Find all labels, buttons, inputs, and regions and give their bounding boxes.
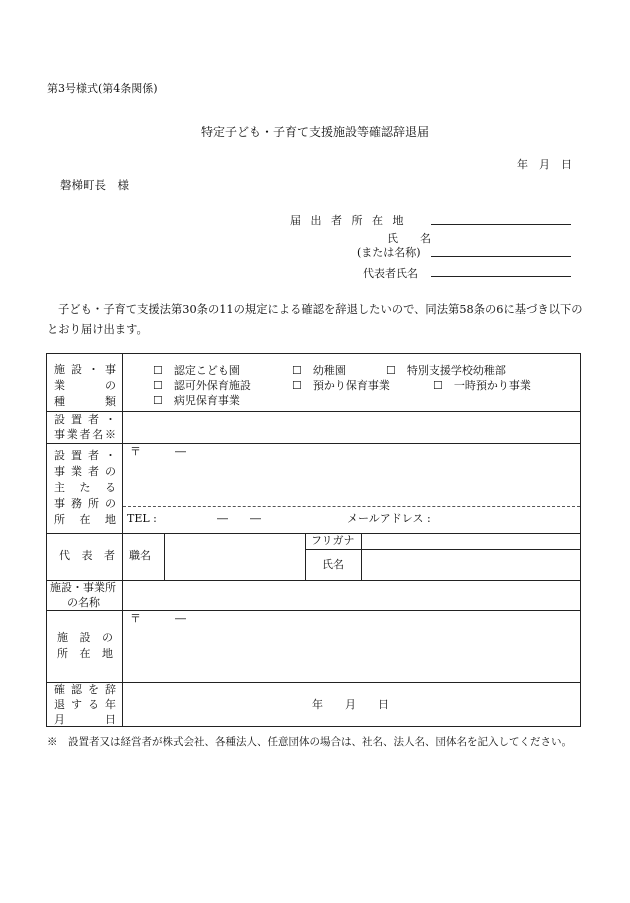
checkbox-icon[interactable]: ☐	[153, 379, 163, 392]
checkbox-sick-child-care[interactable]	[153, 393, 240, 409]
applicant-address-label: 届 出 者 所 在 地	[290, 214, 407, 227]
representative-name-field[interactable]	[365, 552, 577, 578]
withdraw-date-label-2: 退 す る 年	[54, 698, 116, 711]
option-label: 認定こども園	[173, 364, 240, 377]
office-label-3: 主 た る	[54, 481, 116, 494]
furigana-field[interactable]	[365, 534, 577, 548]
checkbox-kindergarten[interactable]	[292, 363, 346, 379]
applicant-name-sub-label: (または名称)	[357, 246, 421, 259]
document-title: 特定子ども・子育て支援施設等確認辞退届	[200, 125, 429, 139]
footnote: ※ 設置者又は経営者が株式会社、各種法人、任意団体の場合は、社名、法人名、団体名を記入してください。	[47, 736, 572, 748]
checkbox-certified-kodomoen[interactable]	[153, 363, 240, 379]
office-label-1: 設 置 者 ・	[54, 449, 116, 462]
tel-label: TEL :	[127, 512, 157, 525]
form-number: 第3号様式(第4条関係)	[47, 82, 158, 95]
job-title-field[interactable]	[169, 536, 301, 576]
submission-date: 年 月 日	[517, 158, 572, 171]
operator-name-label-2: 事業者名※	[54, 428, 116, 441]
postal-mark: 〒	[130, 445, 141, 458]
facility-type-label-2: 業 の	[54, 379, 116, 392]
withdraw-date-label-1: 確 認 を 辞	[54, 683, 116, 696]
checkbox-icon[interactable]: ☐	[292, 364, 302, 377]
application-table	[46, 353, 581, 727]
office-label-2: 事 業 者 の	[54, 465, 116, 478]
facility-address-label-2: 所 在 地	[57, 647, 113, 660]
option-label: 病児保育事業	[173, 394, 240, 407]
name-label: 氏名	[322, 558, 344, 571]
withdraw-date-label-3: 月 日	[54, 713, 116, 726]
email-label: メールアドレス :	[347, 512, 431, 525]
checkbox-unlicensed-nursery[interactable]	[153, 378, 251, 394]
checkbox-icon[interactable]: ☐	[292, 379, 302, 392]
facility-name-label-2: の名称	[67, 596, 100, 609]
applicant-name-line[interactable]	[431, 256, 571, 257]
applicant-address-line[interactable]	[431, 224, 571, 225]
option-label: 幼稚園	[312, 364, 346, 377]
checkbox-icon[interactable]: ☐	[153, 394, 163, 407]
checkbox-temporary-care[interactable]	[433, 378, 531, 394]
postal-code-field[interactable]: ―	[175, 445, 186, 458]
withdraw-date-field[interactable]: 年 月 日	[312, 698, 389, 711]
facility-type-label-3: 種 類	[54, 395, 116, 408]
office-label-4: 事 務 所 の	[54, 497, 116, 510]
checkbox-icon[interactable]: ☐	[386, 364, 396, 377]
operator-name-label-1: 設 置 者 ・	[54, 413, 116, 426]
facility-postal-code-field[interactable]: ―	[175, 612, 186, 625]
facility-address-label-1: 施 設 の	[57, 631, 113, 644]
tel-field[interactable]: ― ―	[217, 512, 261, 525]
option-label: 特別支援学校幼稚部	[406, 364, 506, 377]
checkbox-icon[interactable]: ☐	[153, 364, 163, 377]
checkbox-special-support-kindergarten[interactable]	[386, 363, 506, 379]
option-label: 預かり保育事業	[312, 379, 390, 392]
operator-name-field[interactable]	[127, 414, 577, 440]
checkbox-icon[interactable]: ☐	[433, 379, 443, 392]
representative-name-label: 代表者氏名	[363, 267, 418, 280]
checkbox-extended-care[interactable]	[292, 378, 390, 394]
postal-mark-2: 〒	[130, 612, 141, 625]
furigana-label: フリガナ	[311, 534, 355, 547]
applicant-name-label: 氏 名	[387, 232, 431, 245]
office-label-5: 所 在 地	[54, 513, 116, 526]
representative-name-line[interactable]	[431, 276, 571, 277]
facility-type-label-1: 施 設 ・ 事	[54, 363, 116, 376]
facility-name-label-1: 施設・事業所	[50, 581, 116, 594]
option-label: 一時預かり事業	[453, 379, 531, 392]
body-paragraph: 子ども・子育て支援法第30条の11の規定による確認を辞退したいので、同法第58条の6に基づき以下のとおり届け出ます。	[47, 303, 583, 336]
addressee: 磐梯町長 様	[60, 178, 129, 192]
facility-name-field[interactable]	[127, 583, 577, 607]
job-title-label: 職名	[129, 549, 151, 562]
representative-label: 代 表 者	[59, 549, 119, 562]
option-label: 認可外保育施設	[173, 379, 251, 392]
